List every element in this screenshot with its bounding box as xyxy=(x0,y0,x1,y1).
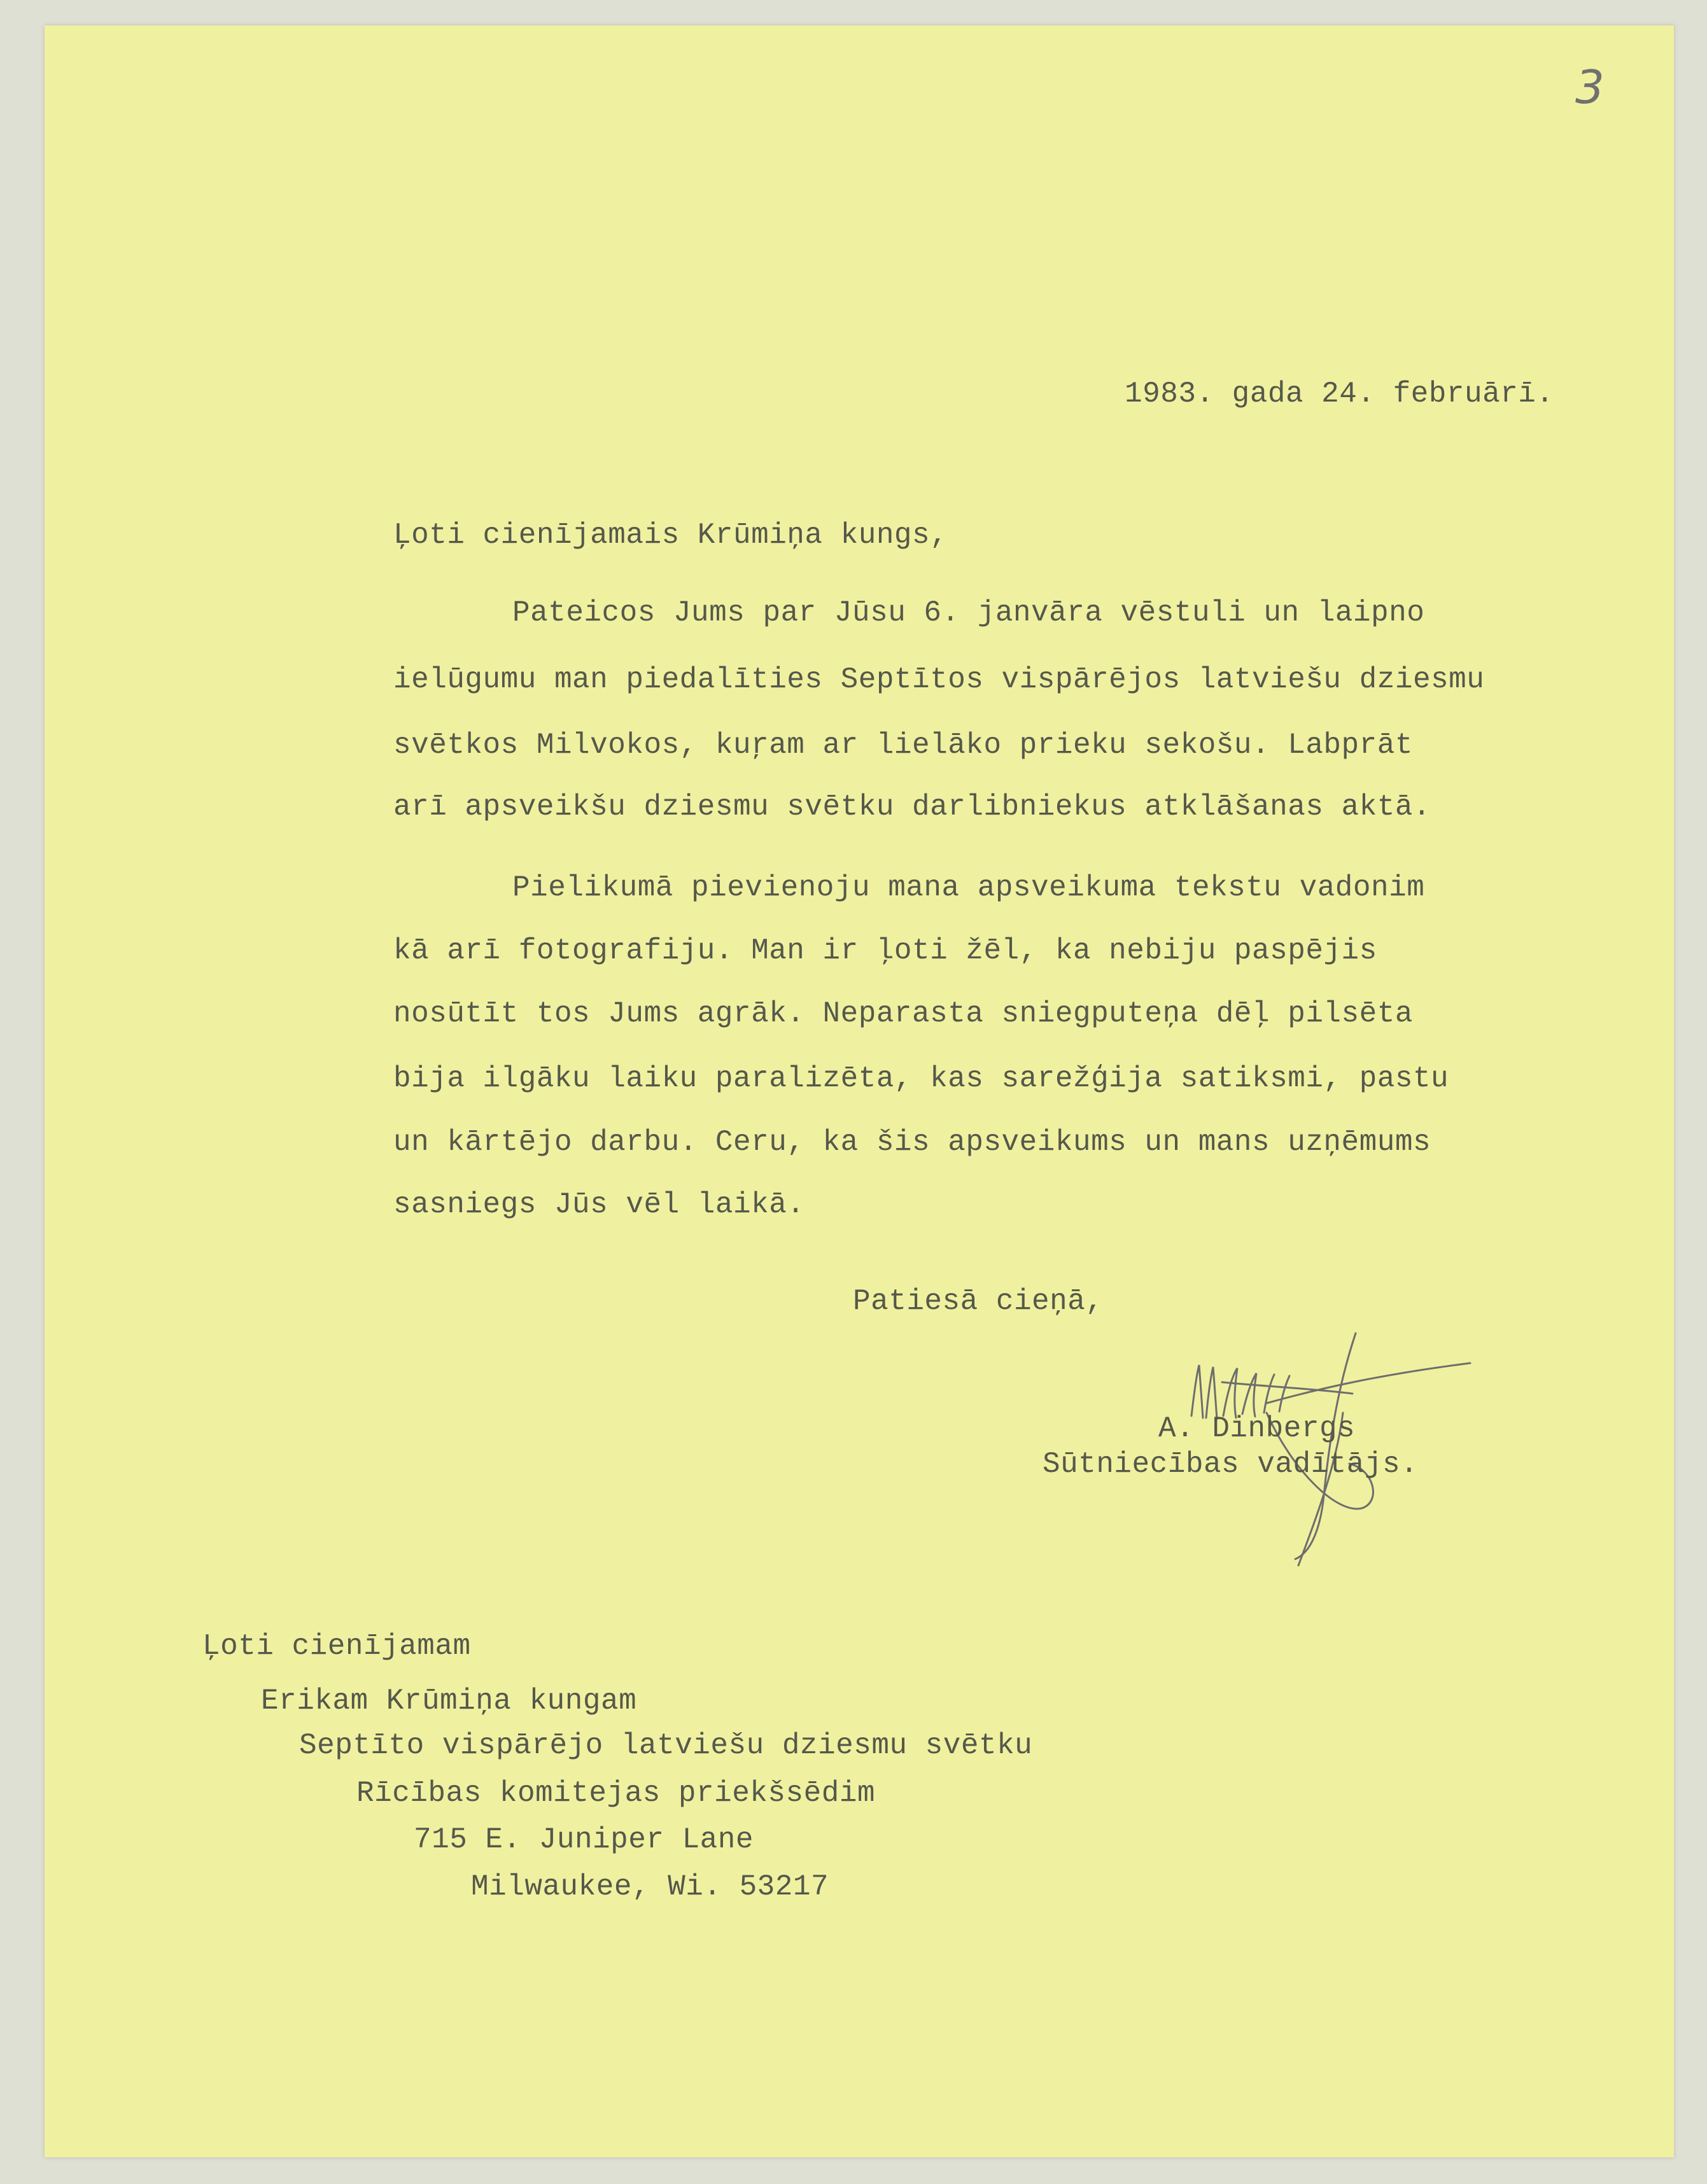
paragraph-2-line-1: Pielikumā pievienoju mana apsveikuma tekstu vadonim xyxy=(512,871,1425,904)
salutation: Ļoti cienījamais Krūmiņa kungs, xyxy=(393,519,948,552)
paragraph-2-line-5: un kārtējo darbu. Ceru, ka šis apsveikums un mans uzņēmums xyxy=(393,1126,1431,1159)
address-line-6: Milwaukee, Wi. 53217 xyxy=(471,1870,829,1903)
address-line-2: Erikam Krūmiņa kungam xyxy=(261,1684,637,1718)
closing: Patiesā cieņā, xyxy=(853,1285,1104,1318)
paragraph-2-line-3: nosūtīt tos Jums agrāk. Neparasta sniegputeņa dēļ pilsēta xyxy=(393,997,1413,1030)
paragraph-2-line-4: bija ilgāku laiku paralizēta, kas sarežģija satiksmi, pastu xyxy=(393,1062,1449,1095)
address-line-3: Septīto vispārējo latviešu dziesmu svētku xyxy=(299,1729,1033,1762)
paragraph-1-line-1: Pateicos Jums par Jūsu 6. janvāra vēstuli un laipno xyxy=(512,596,1425,629)
signer-title: Sūtniecības vadītājs. xyxy=(1043,1448,1419,1481)
paragraph-1-line-4: arī apsveikšu dziesmu svētku darlibniekus atklāšanas aktā. xyxy=(393,790,1431,823)
letter-date: 1983. gada 24. februārī. xyxy=(1125,377,1554,410)
address-line-1: Ļoti cienījamam xyxy=(202,1630,471,1663)
page-number: 3 xyxy=(1575,60,1605,114)
paragraph-2-line-6: sasniegs Jūs vēl laikā. xyxy=(393,1188,805,1221)
paragraph-1-line-2: ielūgumu man piedalīties Septītos vispārējos latviešu dziesmu xyxy=(393,663,1485,696)
address-line-4: Rīcības komitejas priekšsēdim xyxy=(356,1777,876,1810)
address-line-5: 715 E. Juniper Lane xyxy=(414,1823,754,1856)
paragraph-2-line-2: kā arī fotografiju. Man ir ļoti žēl, ka nebiju paspējis xyxy=(393,934,1377,967)
paragraph-1-line-3: svētkos Milvokos, kuŗam ar lielāko prieku sekošu. Labprāt xyxy=(393,729,1413,762)
signer-name: A. Dinbergs xyxy=(1158,1412,1356,1445)
